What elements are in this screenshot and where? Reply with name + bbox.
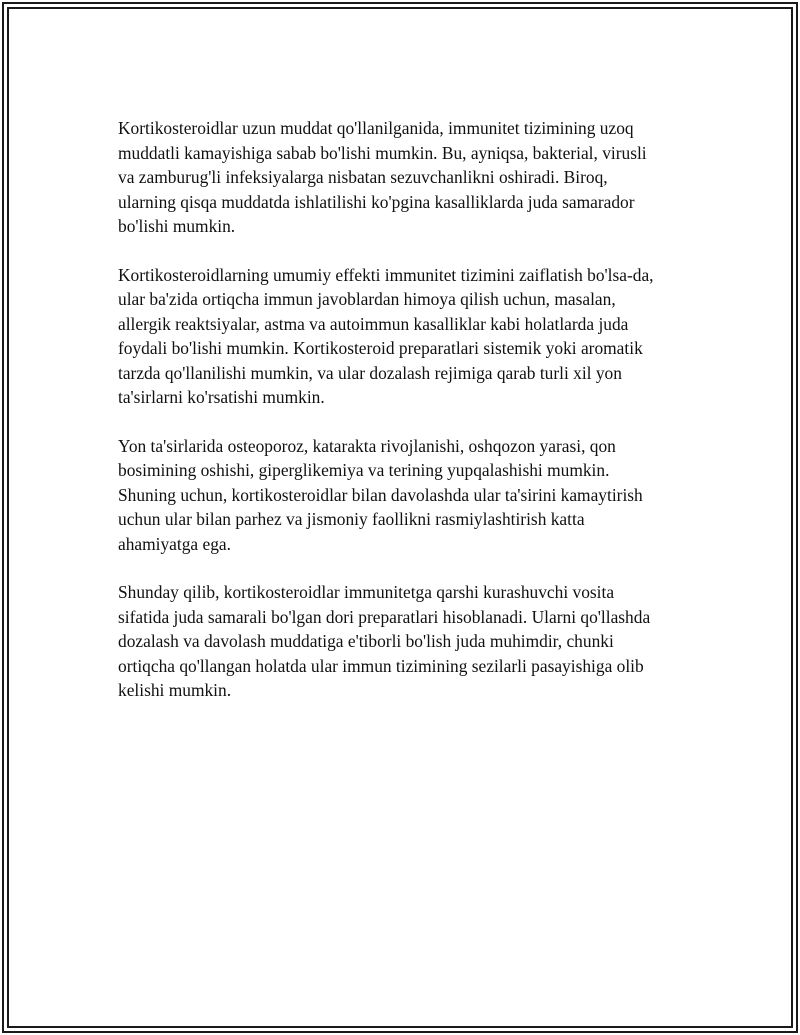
text-line: kelishi mumkin. (118, 680, 232, 700)
text-line: ahamiyatga ega. (118, 533, 231, 554)
text-line: Kortikosteroidlarning umumiy effekti immunitet tizimini zaiflatish bo'lsa-da, (118, 264, 654, 285)
text-line: bo'lishi mumkin. (118, 216, 236, 236)
text-line: tarzda qo'llanilishi mumkin, va ular dozalash rejimiga qarab turli xil yon (118, 362, 622, 383)
text-line: ularning qisqa muddatda ishlatilishi ko'pgina kasalliklarda juda samarador (118, 191, 635, 212)
text-line: bosimining oshishi, giperglikemiya va terining yupqalashishi mumkin. (118, 460, 610, 480)
text-line: dozalash va davolash muddatiga e'tiborli bo'lish juda muhimdir, chunki (118, 631, 614, 651)
paragraph-2 (118, 263, 718, 410)
text-line: ta'sirlarni ko'rsatishi mumkin. (118, 387, 325, 407)
text-line: Kortikosteroidlar uzun muddat qo'llanilganida, immunitet tizimining uzoq (118, 118, 634, 138)
text-line: Yon ta'sirlarida osteoporoz, katarakta rivojlanishi, oshqozon yarasi, qon (118, 435, 616, 456)
document-body (118, 116, 718, 727)
text-line: allergik reaktsiyalar, astma va autoimmun kasalliklar kabi holatlarda juda (118, 313, 629, 334)
text-line: Shunday qilib, kortikosteroidlar immunitetga qarshi kurashuvchi vosita (118, 582, 615, 602)
text-line: Shuning uchun, kortikosteroidlar bilan davolashda ular ta'sirini kamaytirish (118, 484, 643, 505)
text-line: sifatida juda samarali bo'lgan dori preparatlari hisoblanadi. Ularni qo'llashda (118, 606, 651, 627)
text-line: ortiqcha qo'llangan holatda ular immun tizimining sezilarli pasayishiga olib (118, 655, 644, 676)
paragraph-4 (118, 580, 718, 703)
text-line: foydali bo'lishi mumkin. Kortikosteroid preparatlari sistemik yoki aromatik (118, 338, 643, 358)
text-line: muddatli kamayishiga sabab bo'lishi mumkin. Bu, ayniqsa, bakterial, virusli (118, 142, 647, 163)
paragraph-1 (118, 116, 718, 239)
text-line: va zamburug'li infeksiyalarga nisbatan sezuvchanlikni oshiradi. Biroq, (118, 167, 608, 187)
text-line: ular ba'zida ortiqcha immun javoblardan himoya qilish uchun, masalan, (118, 289, 616, 309)
text-line: uchun ular bilan parhez va jismoniy faollikni rasmiylashtirish katta (118, 509, 585, 529)
paragraph-3 (118, 434, 718, 557)
